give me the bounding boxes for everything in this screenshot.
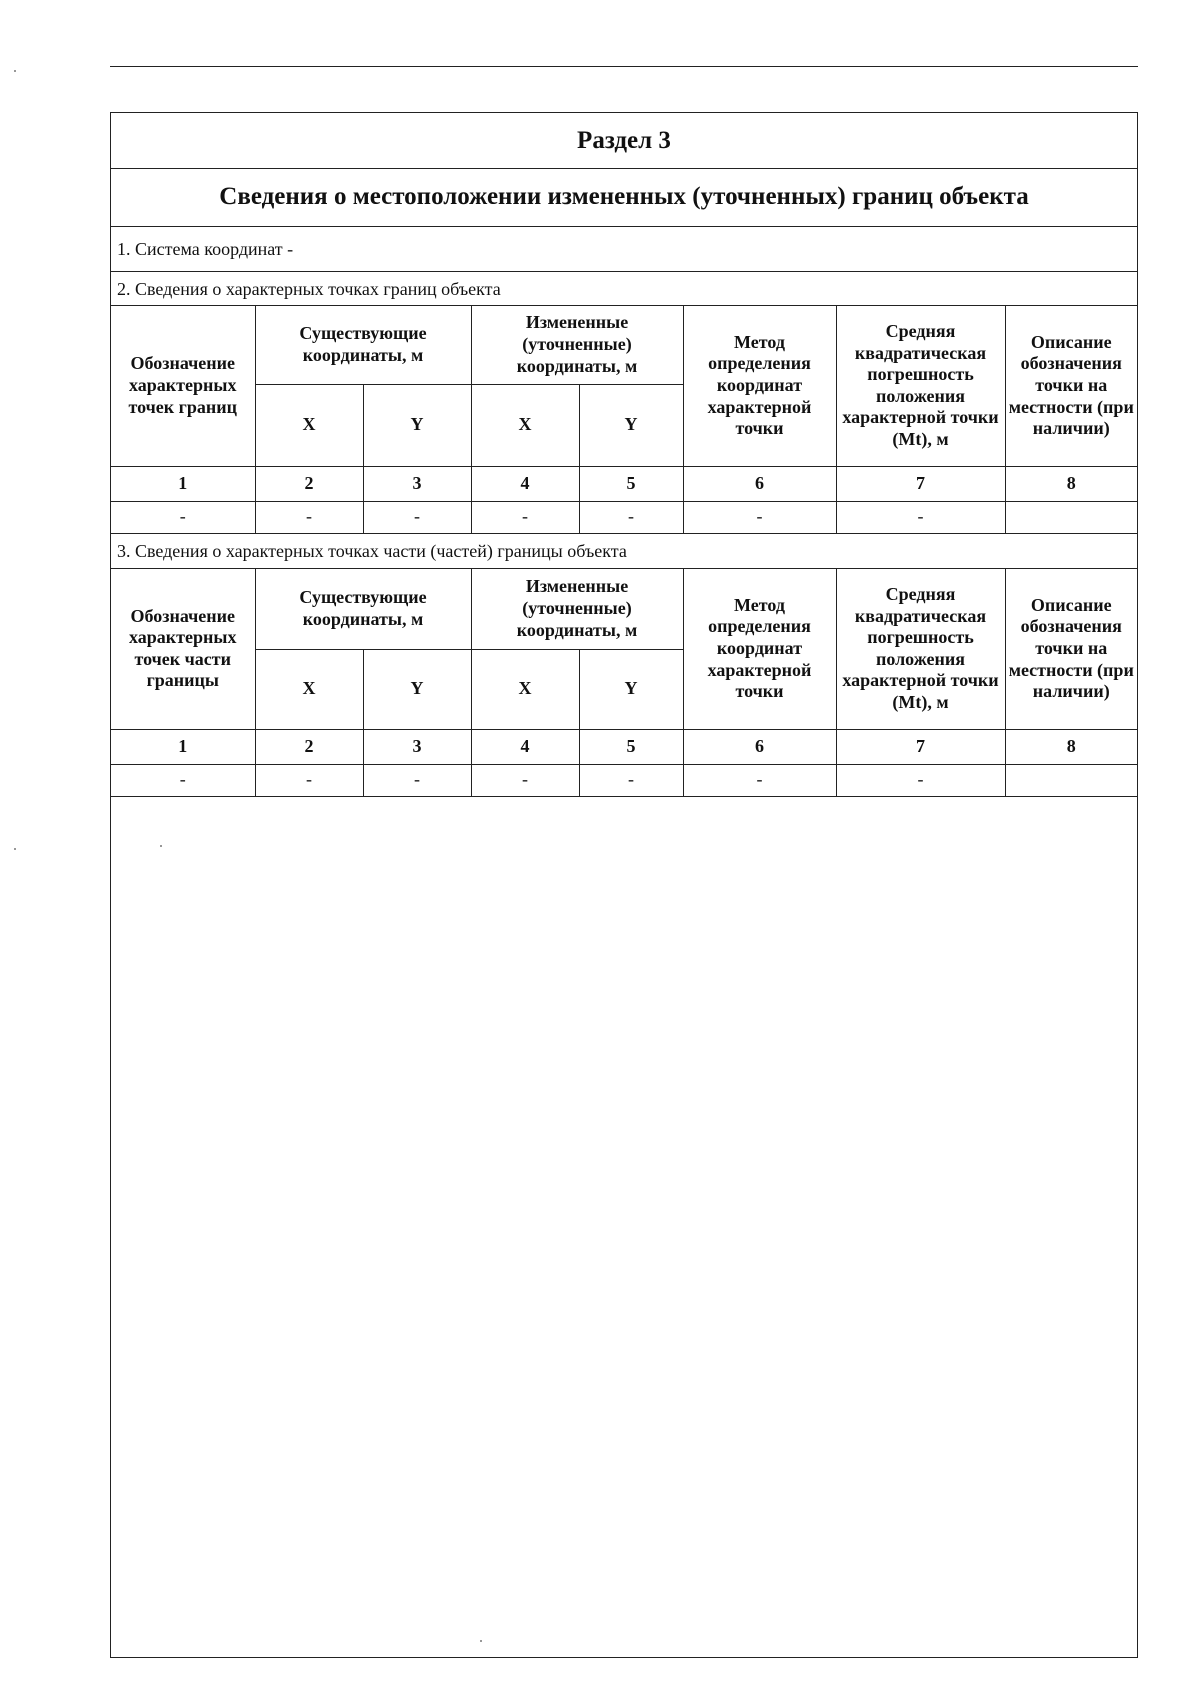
column-number: 1 xyxy=(111,466,255,501)
column-number: 2 xyxy=(255,466,363,501)
table-cell: - xyxy=(683,764,836,796)
header-mean-error: Средняя квадратическая погрешность положения характерной точки (Mt), м xyxy=(836,306,1005,466)
header-x: X xyxy=(255,384,363,466)
header-description: Описание обозначения точки на местности (при наличии) xyxy=(1005,569,1137,729)
header-y: Y xyxy=(579,649,683,729)
header-x: X xyxy=(471,649,579,729)
header-existing-coords: Существующие координаты, м xyxy=(255,569,471,649)
header-designation: Обозначение характерных точек части границы xyxy=(111,569,255,729)
table-cell: - xyxy=(255,501,363,533)
column-number: 8 xyxy=(1005,729,1137,764)
table-cell: - xyxy=(111,501,255,533)
header-existing-coords: Существующие координаты, м xyxy=(255,306,471,384)
column-number: 3 xyxy=(363,729,471,764)
header-changed-coords: Измененные (уточненные) координаты, м xyxy=(471,569,683,649)
header-y: Y xyxy=(363,384,471,466)
boundary-part-points-table xyxy=(111,569,1137,797)
header-x: X xyxy=(471,384,579,466)
table-cell: - xyxy=(363,764,471,796)
table2-caption: 3. Сведения о характерных точках части (частей) границы объекта xyxy=(111,533,1137,569)
table-cell: - xyxy=(836,764,1005,796)
header-x: X xyxy=(255,649,363,729)
column-number: 6 xyxy=(683,466,836,501)
scan-speck xyxy=(14,70,16,72)
table-cell: - xyxy=(111,764,255,796)
table-row xyxy=(111,764,1137,796)
table-cell: - xyxy=(683,501,836,533)
header-y: Y xyxy=(579,384,683,466)
table-cell: - xyxy=(836,501,1005,533)
column-number: 7 xyxy=(836,729,1005,764)
table1-caption: 2. Сведения о характерных точках границ объекта xyxy=(111,272,1137,306)
table-cell: - xyxy=(255,764,363,796)
table-cell: - xyxy=(579,764,683,796)
column-number: 4 xyxy=(471,466,579,501)
header-mean-error: Средняя квадратическая погрешность положения характерной точки (Mt), м xyxy=(836,569,1005,729)
column-number: 8 xyxy=(1005,466,1137,501)
table-cell: - xyxy=(471,501,579,533)
column-number: 7 xyxy=(836,466,1005,501)
column-number: 2 xyxy=(255,729,363,764)
header-y: Y xyxy=(363,649,471,729)
column-number: 6 xyxy=(683,729,836,764)
coordinate-system-line: 1. Система координат - xyxy=(111,227,1137,272)
table-cell xyxy=(1005,501,1137,533)
header-designation: Обозначение характерных точек границ xyxy=(111,306,255,466)
column-number: 5 xyxy=(579,729,683,764)
column-number: 1 xyxy=(111,729,255,764)
table-cell: - xyxy=(471,764,579,796)
section-title: Сведения о местоположении измененных (уточненных) границ объекта xyxy=(111,169,1137,227)
section-heading: Раздел 3 xyxy=(111,113,1137,169)
section-frame xyxy=(110,112,1138,1658)
header-method: Метод определения координат характерной точки xyxy=(683,306,836,466)
table-cell: - xyxy=(363,501,471,533)
boundary-points-table xyxy=(111,306,1137,534)
header-changed-coords: Измененные (уточненные) координаты, м xyxy=(471,306,683,384)
column-number: 4 xyxy=(471,729,579,764)
header-method: Метод определения координат характерной точки xyxy=(683,569,836,729)
table-cell xyxy=(1005,764,1137,796)
column-number: 3 xyxy=(363,466,471,501)
top-rule xyxy=(110,66,1138,67)
column-number: 5 xyxy=(579,466,683,501)
header-description: Описание обозначения точки на местности (при наличии) xyxy=(1005,306,1137,466)
table-row xyxy=(111,501,1137,533)
scan-speck xyxy=(14,848,16,850)
table-cell: - xyxy=(579,501,683,533)
